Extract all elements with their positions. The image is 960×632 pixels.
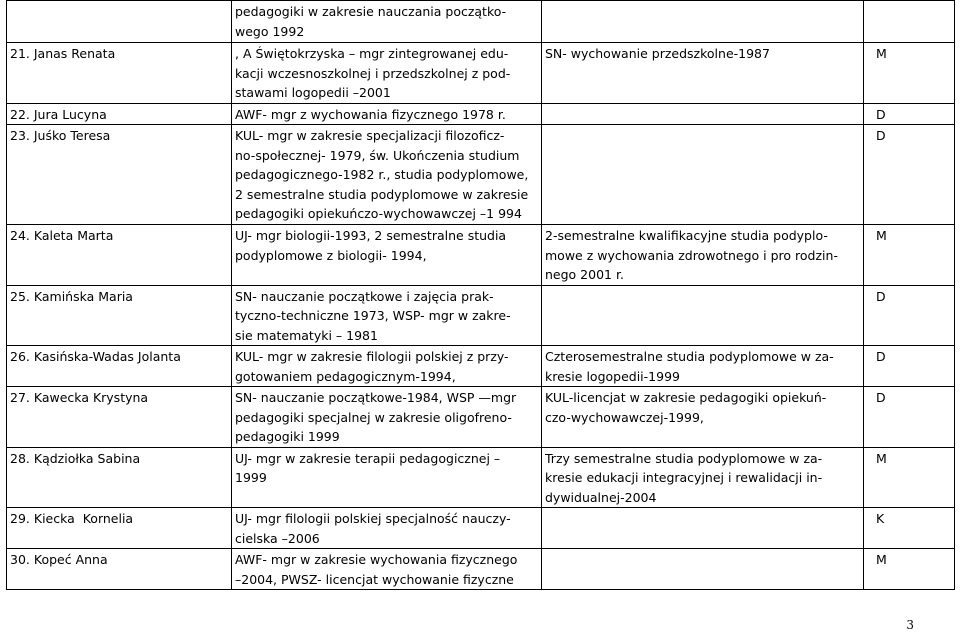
education-cell: KUL- mgr w zakresie filologii polskiej z przy- gotowaniem pedagogicznym-1994,: [232, 346, 542, 387]
name-text: Juśko Teresa: [33, 128, 111, 143]
row-number: 25.: [10, 288, 30, 304]
education-cell: KUL- mgr w zakresie specjalizacji filozoficz- no-społecznej- 1979, św. Ukończenia studium pedagogicznego-1982 r., studia podyplomowe, 2 semestralne studia podyplomowe w zakresie pedagogiki opiekuńczo-wychowawczej –1 994: [232, 125, 542, 225]
table-row: [7, 285, 955, 346]
degree-type-cell: [864, 1, 955, 43]
education-cell: UJ- mgr filologii polskiej specjalność nauczy- cielska –2006: [232, 508, 542, 549]
education-cell: SN- nauczanie początkowe i zajęcia prak- tyczno-techniczne 1973, WSP- mgr w zakre- sie matematyki – 1981: [232, 285, 542, 346]
person-name: [10, 44, 228, 64]
degree-type-cell: M: [864, 225, 955, 286]
person-cell: [7, 1, 232, 43]
name-text: Kasińska-Wadas Jolanta: [33, 349, 181, 364]
additional-qualification-cell: [542, 103, 864, 125]
degree-type-cell: K: [864, 508, 955, 549]
table-row: [7, 447, 955, 508]
education-cell: AWF- mgr w zakresie wychowania fizycznego –2004, PWSZ- licencjat wychowanie fizyczne: [232, 549, 542, 590]
name-text: Kaleta Marta: [33, 228, 114, 243]
page-number: 3: [906, 618, 914, 632]
additional-qualification-cell: [542, 508, 864, 549]
additional-qualification-cell: Czterosemestralne studia podyplomowe w za- kresie logopedii-1999: [542, 346, 864, 387]
person-cell: [7, 43, 232, 104]
education-cell: pedagogiki w zakresie nauczania początko- wego 1992: [232, 1, 542, 43]
row-number: 23.: [10, 128, 30, 143]
additional-qualification-cell: [542, 285, 864, 346]
name-text: Kopeć Anna: [33, 552, 108, 567]
degree-type-cell: D: [864, 125, 955, 225]
additional-qualification-cell: [542, 549, 864, 590]
name-text: Janas Renata: [33, 46, 116, 61]
person-cell: [7, 447, 232, 508]
degree-type-cell: M: [864, 43, 955, 104]
row-number: 30.: [10, 552, 30, 567]
person-name: [10, 226, 228, 246]
education-cell: SN- nauczanie początkowe-1984, WSP —mgr pedagogiki specjalnej w zakresie oligofreno- pedagogiki 1999: [232, 387, 542, 448]
name-text: Kamińska Maria: [33, 288, 133, 304]
education-cell: UJ- mgr biologii-1993, 2 semestralne studia podyplomowe z biologii- 1994,: [232, 225, 542, 286]
row-number: 22.: [10, 106, 30, 122]
degree-type-cell: D: [864, 103, 955, 125]
degree-type-cell: D: [864, 346, 955, 387]
education-cell: AWF- mgr z wychowania fizycznego 1978 r.: [232, 103, 542, 125]
additional-qualification-cell: [542, 1, 864, 43]
person-name: [10, 388, 228, 408]
person-cell: [7, 346, 232, 387]
additional-qualification-cell: SN- wychowanie przedszkolne-1987: [542, 43, 864, 104]
row-number: 29.: [10, 511, 30, 526]
name-text: Kądziołka Sabina: [33, 450, 141, 466]
table-row: [7, 387, 955, 448]
row-number: 27.: [10, 390, 30, 405]
degree-type-cell: M: [864, 447, 955, 508]
row-number: 28.: [10, 450, 30, 466]
table-row: [7, 103, 955, 125]
table-row: [7, 125, 955, 225]
person-cell: [7, 285, 232, 346]
person-cell: [7, 125, 232, 225]
person-name: [10, 550, 228, 570]
table-row: [7, 508, 955, 549]
person-name: [10, 105, 228, 125]
table-row: [7, 346, 955, 387]
additional-qualification-cell: Trzy semestralne studia podyplomowe w za- kresie edukacji integracyjnej i rewalidacji in- dywidualnej-2004: [542, 447, 864, 508]
person-name: [10, 126, 228, 146]
degree-type-cell: D: [864, 285, 955, 346]
row-number: 21.: [10, 46, 30, 61]
row-number: 24.: [10, 228, 30, 243]
person-name: [10, 449, 228, 469]
person-cell: [7, 387, 232, 448]
additional-qualification-cell: [542, 125, 864, 225]
degree-type-cell: D: [864, 387, 955, 448]
teachers-table: [6, 0, 955, 590]
person-name: [10, 509, 228, 529]
additional-qualification-cell: KUL-licencjat w zakresie pedagogiki opiekuń- czo-wychowawczej-1999,: [542, 387, 864, 448]
table-row: [7, 1, 955, 43]
additional-qualification-cell: 2-semestralne kwalifikacyjne studia podyplo- mowe z wychowania zdrowotnego i pro rodzin- nego 2001 r.: [542, 225, 864, 286]
row-number: 26.: [10, 349, 30, 364]
person-cell: [7, 508, 232, 549]
degree-type-cell: M: [864, 549, 955, 590]
person-name: [10, 347, 228, 367]
table-row: [7, 549, 955, 590]
name-text: Kiecka Kornelia: [33, 511, 134, 526]
education-cell: UJ- mgr w zakresie terapii pedagogicznej – 1999: [232, 447, 542, 508]
person-name: [10, 287, 228, 307]
name-text: Jura Lucyna: [33, 106, 107, 122]
person-cell: [7, 103, 232, 125]
person-cell: [7, 549, 232, 590]
table-row: [7, 43, 955, 104]
person-cell: [7, 225, 232, 286]
education-cell: , A Świętokrzyska – mgr zintegrowanej edu- kacji wczesnoszkolnej i przedszkolnej z pod- stawami logopedii –2001: [232, 43, 542, 104]
table-row: [7, 225, 955, 286]
name-text: Kawecka Krystyna: [33, 390, 149, 405]
table-body: [7, 1, 955, 590]
